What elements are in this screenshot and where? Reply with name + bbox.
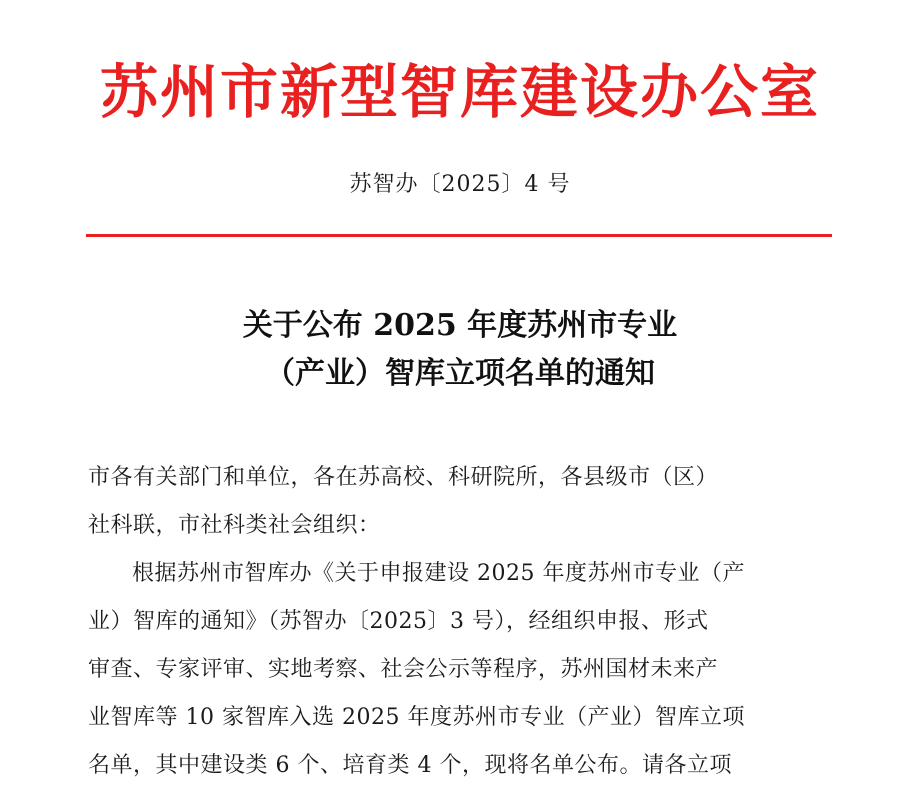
addressee-line-2: 社科联，市社科类社会组织： xyxy=(88,513,381,538)
paragraph-line-3: 审查、专家评审、实地考察、社会公示等程序，苏州国材未来产 xyxy=(88,657,719,682)
red-divider-line xyxy=(86,234,832,237)
org-header-title: 苏州市新型智库建设办公室 xyxy=(99,58,820,126)
addressee-line-1: 市各有关部门和单位，各在苏高校、科研院所，各县级市（区） xyxy=(88,465,719,490)
document-number: 苏智办〔2025〕4 号 xyxy=(349,172,571,197)
paragraph-line-4: 业智库等 10 家智库入选 2025 年度苏州市专业（产业）智库立项 xyxy=(88,705,745,730)
document-title-line-2: （产业）智库立项名单的通知 xyxy=(265,356,655,391)
paragraph-line-2: 业）智库的通知》（苏智办〔2025〕3 号），经组织申报、形式 xyxy=(88,609,709,634)
paragraph-line-5: 名单，其中建设类 6 个、培育类 4 个，现将名单公布。请各立项 xyxy=(88,753,732,778)
addressee-block xyxy=(88,454,838,550)
body-paragraph xyxy=(88,550,838,790)
document-title-line-1: 关于公布 2025 年度苏州市专业 xyxy=(242,308,678,343)
document-title xyxy=(0,302,920,398)
paragraph-line-1: 根据苏州市智库办《关于申报建设 2025 年度苏州市专业（产 xyxy=(132,561,745,586)
